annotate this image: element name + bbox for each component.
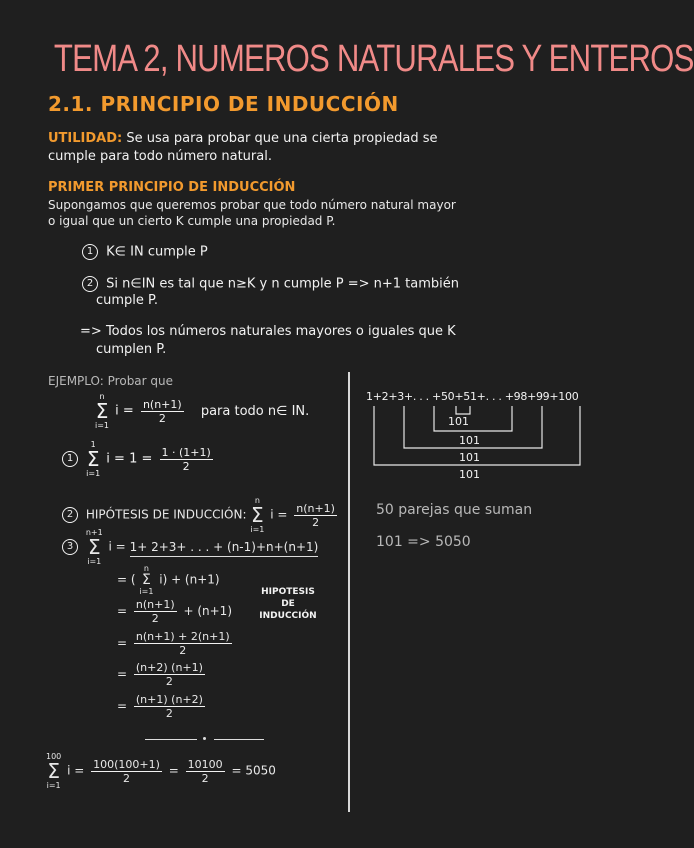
conclusion-text-2: cumplen P. — [96, 342, 167, 357]
step-2-text-2: cumple P. — [96, 293, 158, 308]
conclusion-text: Todos los números naturales mayores o iguales que K — [105, 324, 456, 339]
case-1-fraction — [160, 446, 213, 473]
equals: = — [117, 636, 128, 650]
case-2-fraction — [294, 502, 337, 529]
sigma-bottom: i=1 — [87, 557, 102, 566]
sigma-symbol: n Σ i=1 — [95, 392, 110, 430]
sigma-bottom: i=1 — [46, 781, 61, 790]
section-subtitle: 2.1. PRINCIPIO DE INDUCCIÓN — [48, 92, 399, 116]
sigma-top: n+1 — [85, 528, 103, 537]
case-1-expr: i = 1 = — [106, 451, 153, 467]
separator-line-right — [214, 739, 264, 740]
fraction-den: 2 — [151, 612, 159, 625]
primer-line-2: o igual que un cierto K cumple una propiedad P. — [48, 214, 336, 228]
pairs-result: 101 => 5050 — [376, 534, 471, 550]
case-3-expr: i = — [108, 539, 126, 554]
fraction-num: n(n+1) — [135, 598, 175, 611]
ejemplo-label: EJEMPLO: — [48, 374, 104, 388]
fraction — [134, 598, 177, 625]
case-3-line-2 — [117, 598, 232, 625]
sigma-bottom: i=1 — [95, 421, 110, 430]
conclusion — [80, 324, 456, 339]
sigma-symbol: n Σ i=1 — [139, 564, 154, 596]
case-3-line-3 — [117, 630, 235, 657]
column-divider — [348, 372, 350, 812]
fraction-num: 100(100+1) — [93, 757, 160, 771]
case-1-number: 1 — [62, 451, 78, 467]
step-1-number: 1 — [82, 244, 98, 260]
case-3-line-1 — [117, 564, 220, 596]
ejemplo-lhs: i = — [115, 403, 134, 419]
equals: = — [117, 699, 128, 713]
final-fraction-2 — [186, 758, 225, 785]
step-2-number: 2 — [82, 276, 98, 292]
fraction-den: 2 — [123, 771, 131, 785]
hip-note-line-3: INDUCCIÓN — [259, 611, 317, 621]
fraction-den: 2 — [165, 675, 173, 688]
bracket-inner — [456, 406, 470, 414]
sigma-bottom: i=1 — [250, 525, 265, 534]
pair-label-4: 101 — [459, 468, 480, 481]
utilidad-text-1: Se usa para probar que una cierta propiedad se — [126, 131, 438, 146]
case-3 — [62, 528, 318, 566]
utilidad-label: UTILIDAD: — [48, 131, 123, 146]
page-title: TEMA 2, NUMEROS NATURALES Y ENTEROS — [53, 38, 694, 80]
primer-line-1: Supongamos que queremos probar que todo número natural mayor — [48, 198, 456, 212]
hip-note-line-1: HIPOTESIS — [261, 587, 315, 597]
sigma-symbol: n+1 Σ i=1 — [85, 528, 103, 566]
fraction-num: n(n+1) — [142, 397, 182, 411]
fraction-den: 2 — [165, 707, 173, 720]
final-fraction-1 — [91, 758, 162, 785]
fraction-num: (n+2) (n+1) — [135, 661, 203, 674]
hip-note-line-2: DE — [281, 599, 295, 609]
pairs-note: 50 parejas que suman — [376, 502, 533, 518]
step-2-text: Si n∈IN es tal que n≥K y n cumple P => n+1 también — [106, 276, 460, 292]
case-2-label: HIPÓTESIS DE INDUCCIÓN: — [85, 507, 247, 522]
fraction — [134, 661, 205, 688]
case-3-l1a: = ( — [117, 572, 136, 587]
case-3-line-4 — [117, 661, 208, 688]
case-3-l2-tail: + (n+1) — [183, 604, 232, 618]
conclusion-arrow: => — [80, 324, 102, 339]
ejemplo-line — [48, 374, 173, 388]
fraction-num: 1 · (1+1) — [161, 445, 211, 459]
fraction — [134, 693, 205, 720]
fraction-den: 2 — [179, 644, 187, 657]
fraction-num: (n+1) (n+2) — [135, 693, 203, 706]
fraction-num: n(n+1) + 2(n+1) — [135, 630, 230, 643]
hipotesis-note — [252, 586, 324, 622]
case-1 — [62, 440, 216, 478]
fraction-den: 2 — [182, 459, 190, 473]
fraction-den: 2 — [201, 771, 209, 785]
fraction — [134, 630, 232, 657]
sigma-bottom: i=1 — [139, 587, 154, 596]
pair-label-3: 101 — [459, 451, 480, 464]
fraction-den: 2 — [158, 411, 166, 425]
case-3-number: 3 — [62, 539, 78, 555]
primer-heading: PRIMER PRINCIPIO DE INDUCCIÓN — [48, 180, 296, 195]
step-1-text: K∈ IN cumple P — [106, 244, 208, 260]
sigma-symbol: n Σ i=1 — [250, 496, 265, 534]
equals: = — [117, 604, 128, 618]
case-3-line-5 — [117, 693, 208, 720]
sigma-bottom: i=1 — [86, 469, 101, 478]
sigma-top: 100 — [46, 752, 62, 761]
ejemplo-text: Probar que — [107, 374, 174, 388]
sigma-symbol: 1 Σ i=1 — [86, 440, 101, 478]
gauss-sum: 1+2+3+. . . +50+51+. . . +98+99+100 — [366, 390, 579, 403]
case-2-expr: i = — [270, 507, 288, 522]
pair-label-1: 101 — [448, 415, 469, 428]
final-result: = 5050 — [231, 763, 276, 778]
utilidad-text-2: cumple para todo número natural. — [48, 149, 272, 164]
pair-label-2: 101 — [459, 434, 480, 447]
case-3-l1b: i) + (n+1) — [159, 572, 220, 587]
sigma-symbol: 100 Σ i=1 — [46, 752, 62, 790]
final-expr: i = — [67, 763, 85, 778]
bracket-2 — [434, 406, 512, 431]
case-2-number: 2 — [62, 507, 78, 523]
fraction-num: 10100 — [187, 757, 223, 771]
ejemplo-tail: para todo n∈ IN. — [200, 403, 310, 419]
utilidad-line-1 — [48, 131, 438, 146]
sigma-top: 1 — [90, 440, 96, 449]
final-formula — [46, 752, 276, 790]
separator-dot — [203, 737, 206, 740]
equals: = — [168, 763, 179, 778]
ejemplo-fraction — [141, 398, 184, 425]
separator-line-left — [145, 739, 197, 740]
equals: = — [117, 667, 128, 681]
case-3-rhs: 1+ 2+3+ . . . + (n-1)+n+(n+1) — [130, 540, 319, 557]
ejemplo-formula — [95, 392, 309, 430]
sigma-top: n — [254, 496, 260, 505]
fraction-den: 2 — [312, 515, 320, 529]
step-1 — [82, 244, 208, 260]
sigma-top: n — [99, 392, 105, 401]
fraction-num: n(n+1) — [296, 501, 335, 515]
sigma-top: n — [143, 564, 149, 573]
step-2 — [82, 276, 459, 292]
